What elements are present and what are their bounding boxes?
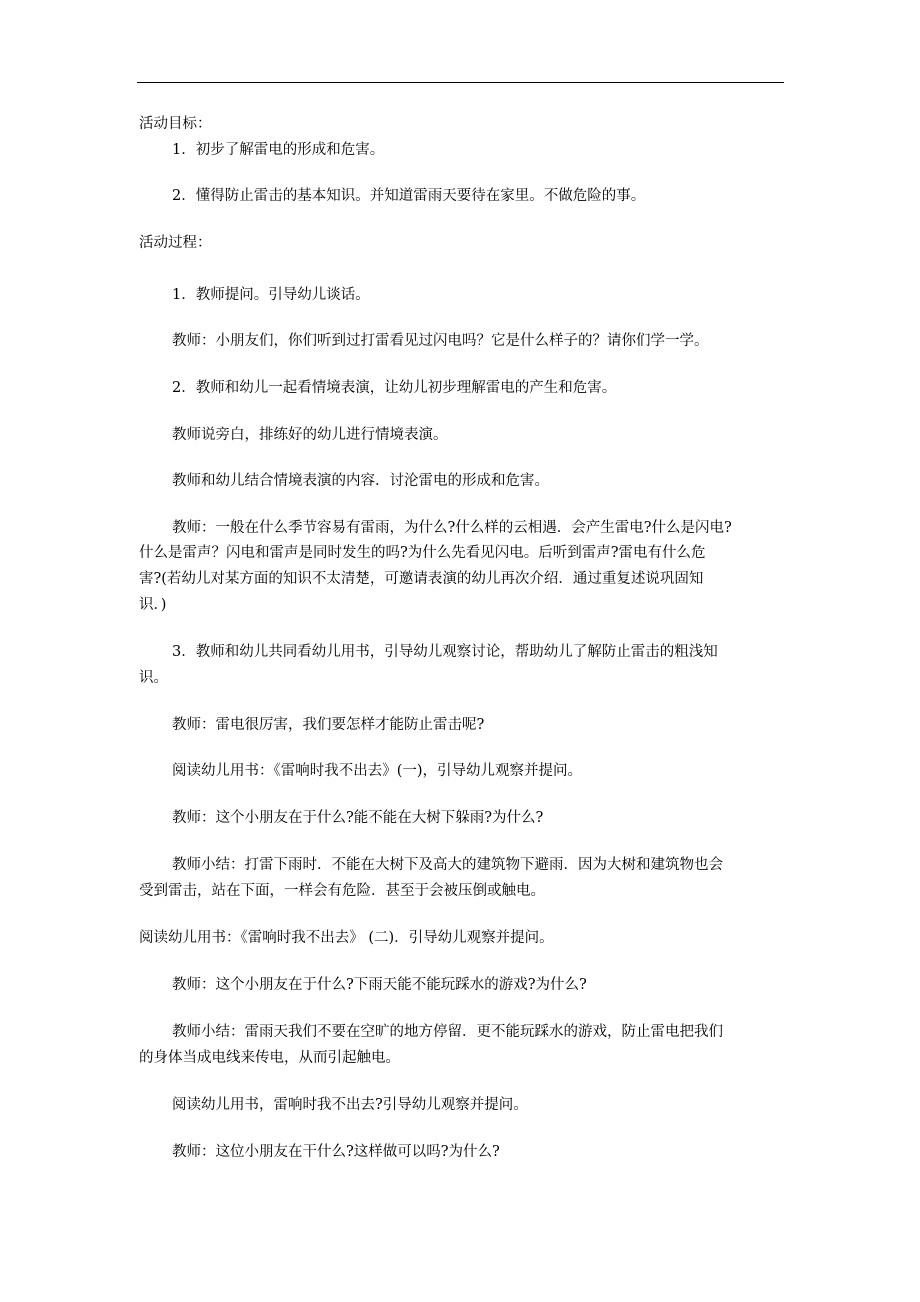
step-1: 1．教师提问。引导幼儿谈话。 xyxy=(172,287,370,303)
paragraph-read-book-3: 阅读幼儿用书，雷响时我不出去?引导幼儿观察并提问。 xyxy=(172,1097,528,1113)
paragraph-read-book-2: 阅读幼儿用书：《雷响时我不出去》 (二)．引导幼儿观察并提问。 xyxy=(139,930,554,946)
paragraph-narration: 教师说旁白，排练好的幼儿进行情境表演。 xyxy=(172,427,448,443)
process-heading: 活动过程： xyxy=(139,235,212,251)
paragraph-teacher-final: 教师：这位小朋友在干什么?这样做可以吗?为什么? xyxy=(172,1144,500,1160)
goal-2: 2．懂得防止雷击的基本知识。并知道雷雨天要待在家里。不做危险的事。 xyxy=(172,188,646,204)
paragraph-teacher-puddle: 教师：这个小朋友在于什么?下雨天能不能玩踩水的游戏?为什么? xyxy=(172,977,587,993)
step-2: 2．教师和幼儿一起看情境表演，让幼儿初步理解雷电的产生和危害。 xyxy=(172,380,617,396)
paragraph-prevent-question: 教师：雷电很厉害，我们要怎样才能防止雷击呢? xyxy=(172,717,485,733)
summary-1-line-2: 受到雷击，站在下面，一样会有危险．甚至于会被压倒或触电。 xyxy=(139,883,545,899)
header-rule xyxy=(137,82,784,83)
paragraph-teacher-qa-line-1: 教师：一般在什么季节容易有雷雨，为什么?什么样的云相遇．会产生雷电?什么是闪电? xyxy=(172,520,732,536)
paragraph-teacher-question: 教师：小朋友们，你们听到过打雷看见过闪电吗？它是什么样子的？请你们学一学。 xyxy=(172,333,709,349)
summary-1-line-1: 教师小结：打雷下雨时．不能在大树下及高大的建筑物下避雨．因为大树和建筑物也会 xyxy=(172,857,723,873)
summary-2-line-2: 的身体当成电线来传电，从而引起触电。 xyxy=(139,1050,400,1066)
paragraph-teacher-qa-line-4: 识．) xyxy=(139,597,167,613)
paragraph-read-book-1: 阅读幼儿用书：《雷响时我不出去》(一)，引导幼儿观察并提问。 xyxy=(172,763,583,779)
paragraph-teacher-qa-line-3: 害?(若幼儿对某方面的知识不太清楚，可邀请表演的幼儿再次介绍．通过重复述说巩固知 xyxy=(139,571,704,587)
paragraph-discussion: 教师和幼儿结合情境表演的内容．讨沦雷电的形成和危害。 xyxy=(172,473,549,489)
goals-heading: 活动目标： xyxy=(139,116,212,132)
paragraph-teacher-qa-line-2: 什么是雷声？闪电和雷声是同时发生的吗?为什么先看见闪电。后听到雷声?雷电有什么危 xyxy=(139,545,706,561)
step-3-line-2: 识。 xyxy=(139,670,168,686)
summary-2-line-1: 教师小结：雷雨天我们不要在空旷的地方停留．更不能玩踩水的游戏，防止雷电把我们 xyxy=(172,1024,723,1040)
goal-1: 1．初步了解雷电的形成和危害。 xyxy=(172,142,385,158)
step-3-line-1: 3．教师和幼儿共同看幼儿用书，引导幼儿观察讨论，帮助幼儿了解防止雷击的粗浅知 xyxy=(172,644,718,660)
paragraph-teacher-tree: 教师：这个小朋友在于什么?能不能在大树下躲雨?为什么? xyxy=(172,810,544,826)
